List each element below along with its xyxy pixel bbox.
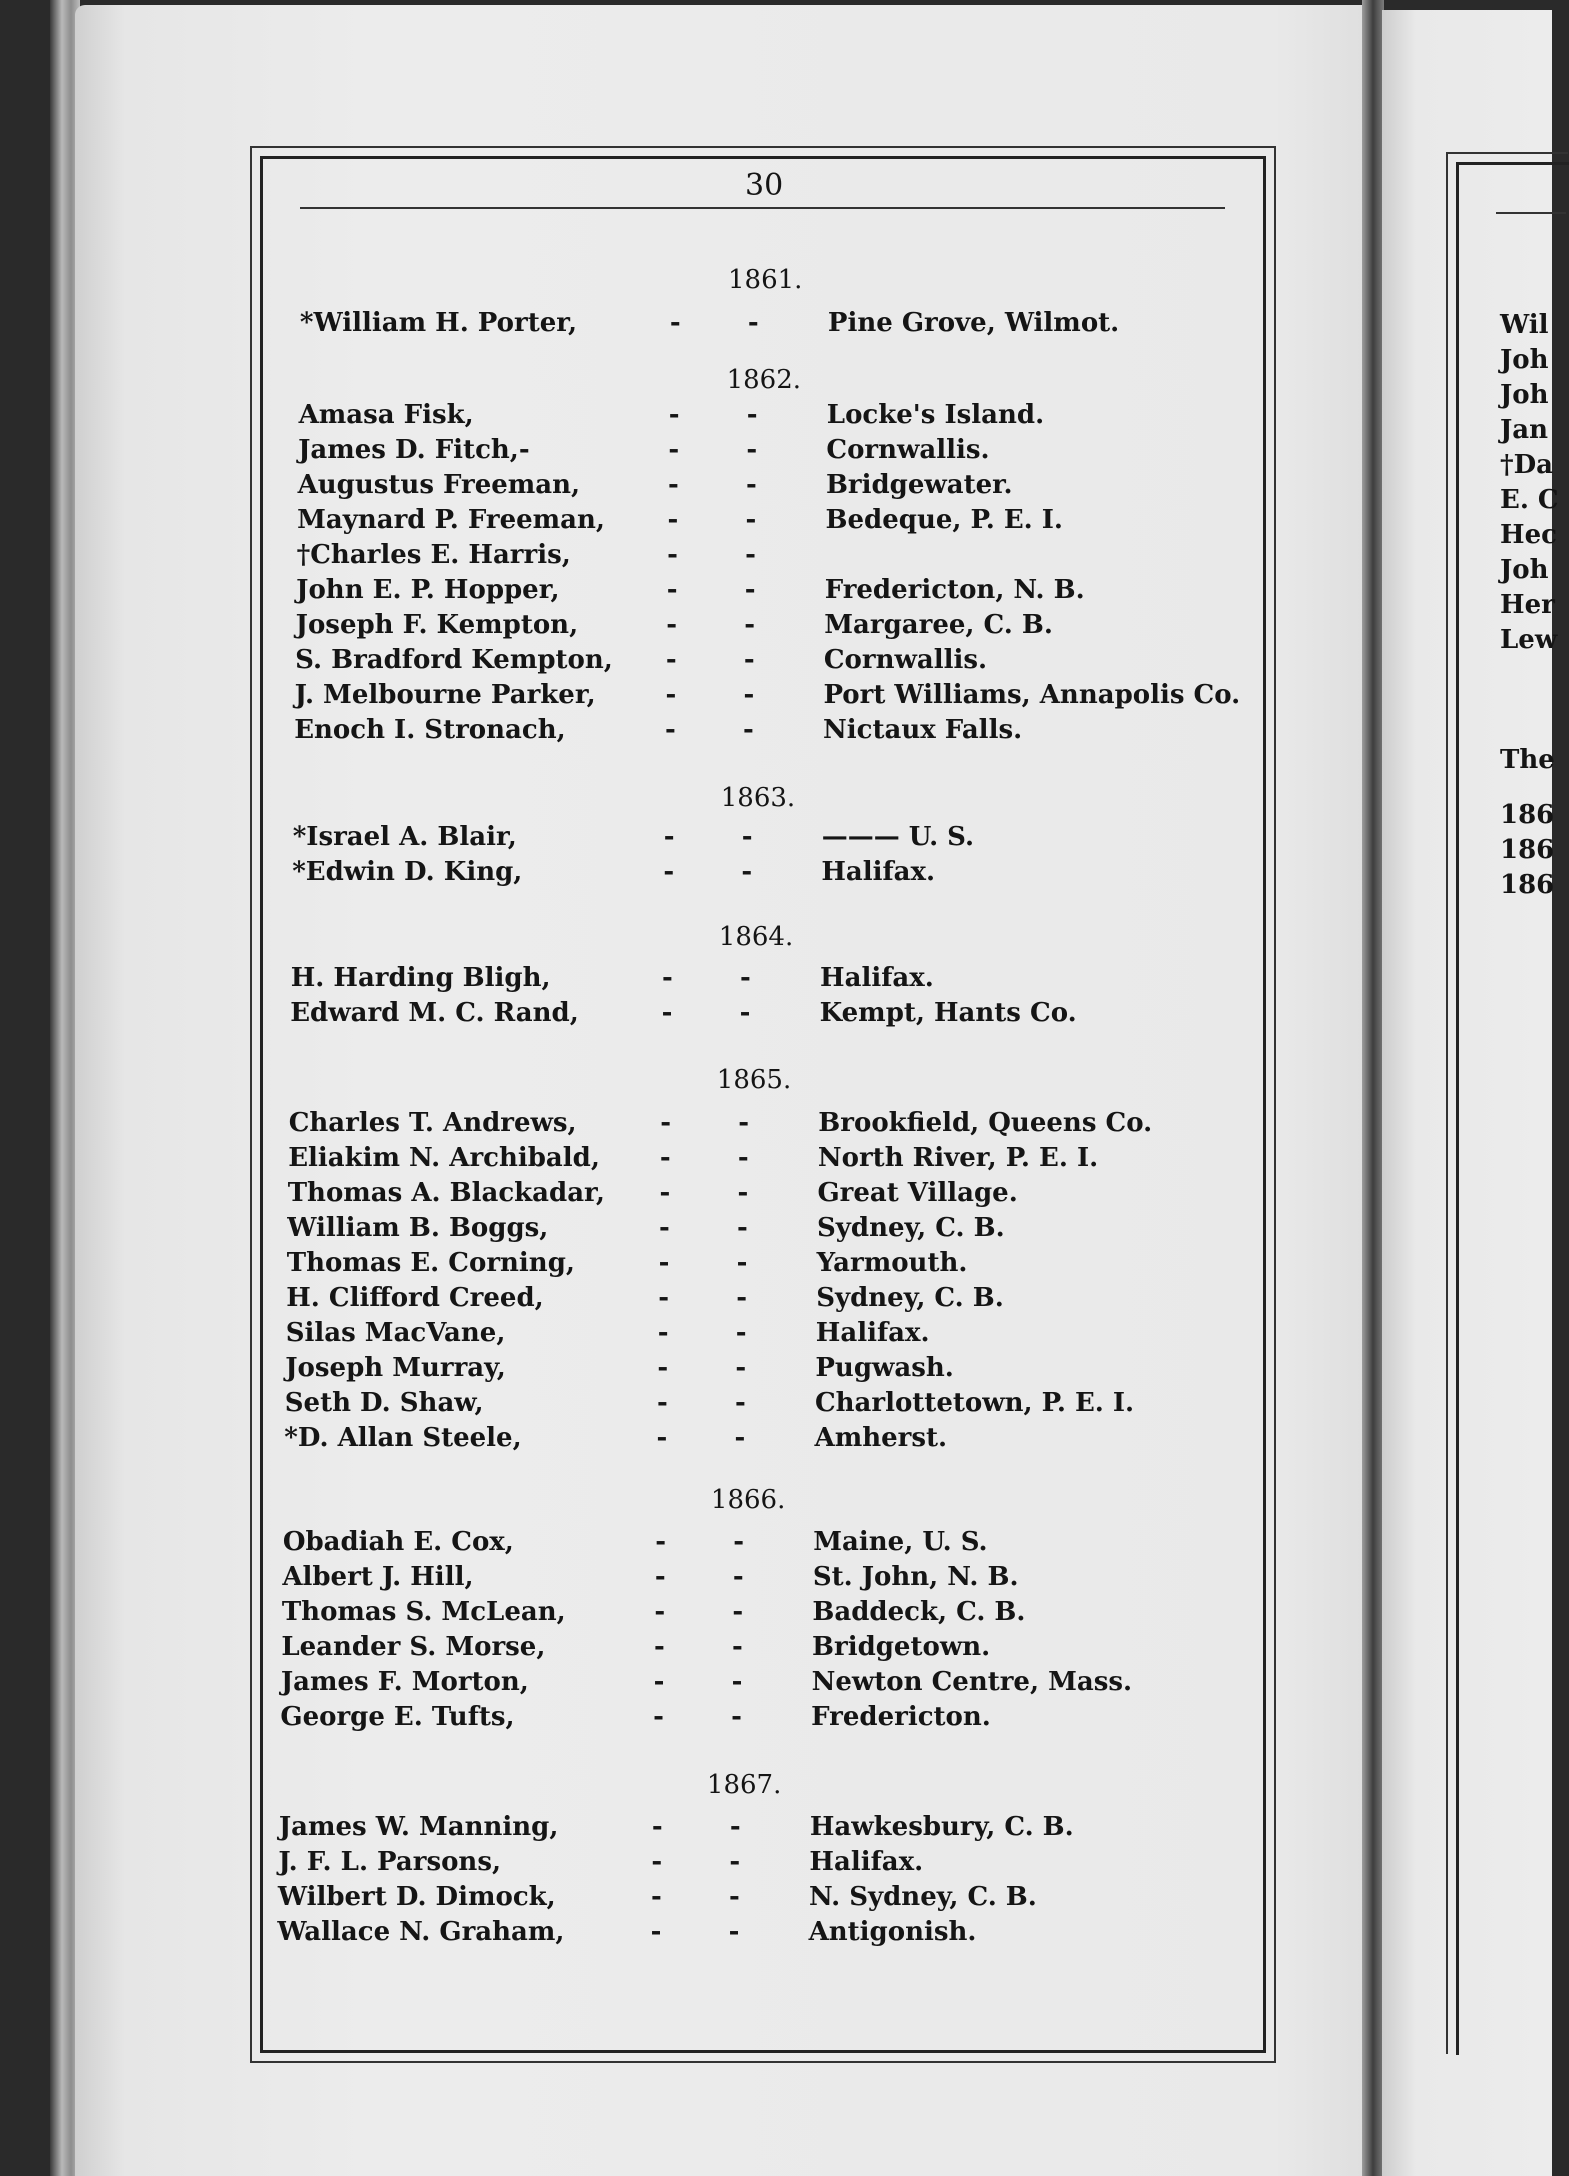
leader-dash: -	[732, 1562, 744, 1592]
leader-dash: -	[662, 963, 673, 993]
leader-dash: -	[657, 1353, 669, 1383]
entry-location: Locke's Island.	[826, 400, 1045, 430]
entry-name: James F. Morton,	[280, 1667, 529, 1697]
entry-name: Wilbert D. Dimock,	[277, 1882, 556, 1912]
leader-dash: -	[651, 1812, 663, 1842]
entry-location: Great Village.	[817, 1178, 1018, 1208]
leader-dash: -	[651, 1847, 663, 1877]
leader-dash: -	[746, 400, 758, 430]
leader-dash: -	[729, 1882, 740, 1912]
leader-dash: -	[728, 1917, 740, 1947]
entry-name: Thomas A. Blackadar,	[287, 1178, 605, 1208]
entry-location: Bridgetown.	[812, 1632, 991, 1662]
entry-name: *D. Allan Steele,	[284, 1423, 522, 1453]
leader-dash: -	[732, 1632, 743, 1662]
leader-dash: -	[665, 645, 677, 675]
entry-location: Cornwallis.	[823, 645, 988, 675]
entry-location: N. Sydney, C. B.	[809, 1882, 1037, 1912]
right-page-fragment: The	[1500, 745, 1555, 775]
entry-location: Charlottetown, P. E. I.	[814, 1388, 1135, 1418]
year-heading: 1865.	[716, 1065, 792, 1095]
leader-dash: -	[666, 610, 678, 640]
entry-name: Thomas E. Corning,	[286, 1248, 575, 1278]
leader-dash: -	[654, 1597, 666, 1627]
right-page-fragment: 186	[1500, 835, 1555, 865]
entry-name: H. Clifford Creed,	[286, 1283, 544, 1313]
leader-dash: -	[745, 505, 757, 535]
entry-location: North River, P. E. I.	[817, 1143, 1099, 1173]
leader-dash: -	[731, 1702, 742, 1732]
entry-name: Eliakim N. Archibald,	[288, 1143, 600, 1173]
leader-dash: -	[735, 1318, 747, 1348]
leader-dash: -	[744, 575, 756, 605]
leader-dash: -	[658, 1283, 669, 1313]
right-page-fragment: Wil	[1500, 310, 1549, 340]
entry-name: Albert J. Hill,	[282, 1562, 474, 1592]
entry-name: *Israel A. Blair,	[292, 822, 517, 852]
leader-dash: -	[663, 857, 675, 887]
entry-location: Amherst.	[814, 1423, 948, 1453]
entry-name: Joseph Murray,	[285, 1353, 506, 1383]
entry-name: S. Bradford Kempton,	[295, 645, 613, 675]
right-page-fragment: Jan	[1500, 415, 1549, 445]
leader-dash: -	[743, 680, 755, 710]
leader-dash: -	[654, 1632, 665, 1662]
leader-dash: -	[663, 822, 675, 852]
entry-location: Halifax.	[815, 1318, 930, 1348]
leader-dash: -	[731, 1667, 743, 1697]
right-page-fragment: 186	[1500, 870, 1555, 900]
entry-location: Halifax.	[821, 857, 936, 887]
entry-name: Joseph F. Kempton,	[295, 610, 579, 640]
leader-dash: -	[740, 963, 751, 993]
entry-name: Enoch I. Stronach,	[294, 715, 566, 745]
right-page-border-inner	[1456, 162, 1569, 2055]
entry-location: Sydney, C. B.	[816, 1283, 1004, 1313]
leader-dash: -	[653, 1667, 665, 1697]
right-page-fragment: 186	[1500, 800, 1555, 830]
leader-dash: -	[666, 575, 678, 605]
book-gutter	[1362, 0, 1384, 2176]
entry-name: Wallace N. Graham,	[277, 1917, 565, 1947]
leader-dash: -	[737, 1213, 748, 1243]
leader-dash: -	[746, 435, 758, 465]
entry-name: Leander S. Morse,	[281, 1632, 546, 1662]
entry-name: Edward M. C. Rand,	[290, 998, 579, 1028]
entry-location: Halifax.	[809, 1847, 924, 1877]
right-page-fragment: Joh	[1500, 380, 1549, 410]
entry-name: Augustus Freeman,	[297, 470, 581, 500]
leader-dash: -	[734, 1388, 746, 1418]
header-rule	[300, 207, 1225, 209]
entry-name: Maynard P. Freeman,	[297, 505, 605, 535]
leader-dash: -	[738, 1108, 750, 1138]
leader-dash: -	[743, 715, 754, 745]
right-page-fragment: †Da	[1500, 450, 1553, 480]
leader-dash: -	[729, 1847, 741, 1877]
entry-location: Baddeck, C. B.	[812, 1597, 1026, 1627]
leader-dash: -	[669, 308, 681, 338]
entry-name: H. Harding Bligh,	[290, 963, 551, 993]
leader-dash: -	[732, 1597, 744, 1627]
entry-name: Seth D. Shaw,	[284, 1388, 484, 1418]
leader-dash: -	[729, 1812, 741, 1842]
page-number: 30	[745, 168, 784, 203]
leader-dash: -	[659, 1178, 671, 1208]
entry-location: Bridgewater.	[825, 470, 1013, 500]
entry-name: George E. Tufts,	[280, 1702, 515, 1732]
leader-dash: -	[747, 308, 759, 338]
right-page-fragment: Hec	[1500, 520, 1557, 550]
entry-name: Silas MacVane,	[285, 1318, 506, 1348]
entry-name: *Edwin D. King,	[292, 857, 523, 887]
leader-dash: -	[739, 998, 751, 1028]
leader-dash: -	[667, 505, 679, 535]
entry-location: St. John, N. B.	[812, 1562, 1019, 1592]
entry-location: Bedeque, P. E. I.	[825, 505, 1063, 535]
entry-location: Kempt, Hants Co.	[819, 998, 1077, 1028]
leader-dash: -	[741, 857, 753, 887]
leader-dash: -	[736, 1248, 748, 1278]
leader-dash: -	[737, 1143, 749, 1173]
entry-location: Nictaux Falls.	[823, 715, 1023, 745]
entry-location: ——— U. S.	[821, 822, 975, 852]
year-heading: 1861.	[728, 265, 803, 295]
entry-location: Cornwallis.	[826, 435, 990, 465]
entry-location: Brookfield, Queens Co.	[818, 1108, 1153, 1138]
entry-name: J. F. L. Parsons,	[278, 1847, 502, 1877]
leader-dash: -	[655, 1527, 667, 1557]
right-header-rule	[1496, 212, 1566, 214]
leader-dash: -	[737, 1178, 749, 1208]
entry-location: Maine, U. S.	[813, 1527, 988, 1557]
entry-name: James D. Fitch,-	[298, 435, 530, 465]
leader-dash: -	[661, 998, 673, 1028]
leader-dash: -	[741, 822, 753, 852]
right-page-fragment: Joh	[1500, 555, 1549, 585]
year-heading: 1867.	[706, 1770, 782, 1800]
entry-location: Hawkesbury, C. B.	[809, 1812, 1074, 1842]
entry-location: Halifax.	[820, 963, 934, 993]
leader-dash: -	[665, 715, 676, 745]
entry-location: Margaree, C. B.	[824, 610, 1053, 640]
right-page-fragment: Joh	[1500, 345, 1549, 375]
leader-dash: -	[668, 435, 680, 465]
leader-dash: -	[668, 400, 680, 430]
year-heading: 1863.	[720, 783, 796, 813]
right-page-fragment: Her	[1500, 590, 1555, 620]
leader-dash: -	[653, 1702, 664, 1732]
entry-location: Fredericton, N. B.	[824, 575, 1085, 605]
leader-dash: -	[660, 1108, 672, 1138]
leader-dash: -	[651, 1882, 662, 1912]
entry-name: Amasa Fisk,	[298, 400, 474, 430]
leader-dash: -	[743, 645, 755, 675]
leader-dash: -	[734, 1423, 746, 1453]
leader-dash: -	[658, 1248, 670, 1278]
entry-location: Port Williams, Annapolis Co.	[823, 680, 1241, 710]
leader-dash: -	[736, 1283, 747, 1313]
leader-dash: -	[667, 540, 678, 570]
entry-location: Newton Centre, Mass.	[811, 1667, 1133, 1697]
leader-dash: -	[744, 610, 756, 640]
entry-location: Pine Grove, Wilmot.	[827, 308, 1120, 338]
leader-dash: -	[745, 470, 757, 500]
leader-dash: -	[657, 1318, 669, 1348]
leader-dash: -	[659, 1143, 671, 1173]
entry-location: Pugwash.	[815, 1353, 954, 1383]
leader-dash: -	[665, 680, 677, 710]
entry-location: Antigonish.	[808, 1917, 977, 1947]
entry-name: Thomas S. McLean,	[281, 1597, 566, 1627]
right-page-fragment: Lew	[1500, 625, 1558, 655]
leader-dash: -	[735, 1353, 747, 1383]
entry-name: John E. P. Hopper,	[296, 575, 560, 605]
leader-dash: -	[659, 1213, 670, 1243]
leader-dash: -	[650, 1917, 662, 1947]
entry-name: J. Melbourne Parker,	[294, 680, 596, 710]
year-heading: 1864.	[718, 922, 794, 952]
entry-name: James W. Manning,	[278, 1812, 559, 1842]
entry-location: Yarmouth.	[816, 1248, 968, 1278]
leader-dash: -	[654, 1562, 666, 1592]
leader-dash: -	[656, 1423, 668, 1453]
entry-name: †Charles E. Harris,	[296, 540, 571, 570]
leader-dash: -	[667, 470, 679, 500]
year-heading: 1866.	[710, 1485, 786, 1515]
leader-dash: -	[656, 1388, 668, 1418]
leader-dash: -	[745, 540, 756, 570]
entry-name: *William H. Porter,	[299, 308, 578, 338]
entry-name: Charles T. Andrews,	[288, 1108, 577, 1138]
entry-name: William B. Boggs,	[287, 1213, 549, 1243]
year-heading: 1862.	[726, 365, 802, 395]
entry-name: Obadiah E. Cox,	[282, 1527, 514, 1557]
leader-dash: -	[733, 1527, 745, 1557]
right-page-fragment: E. C	[1500, 485, 1559, 515]
entry-location: Sydney, C. B.	[817, 1213, 1005, 1243]
entry-location: Fredericton.	[811, 1702, 991, 1732]
